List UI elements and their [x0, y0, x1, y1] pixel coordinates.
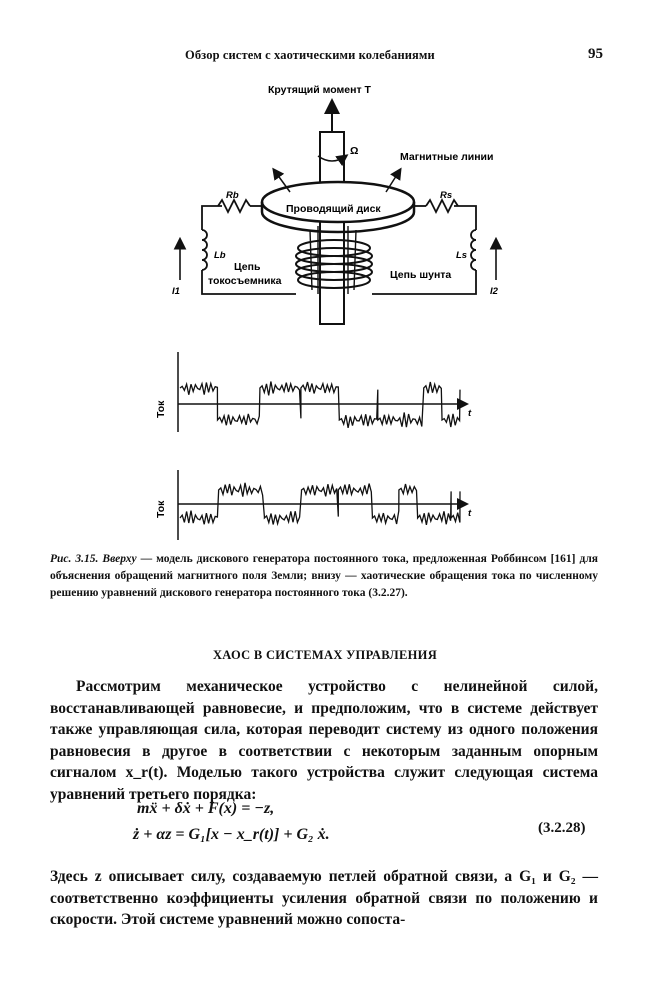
body-paragraph-2: Здесь z описывает силу, создаваемую петлей обратной связи, а G₁ и G₂ — соответственно коэффициенты усиления обратной связи по положению и скорости. Этой системе уравнений можно сопоста- [50, 868, 598, 928]
field-coil [296, 240, 372, 288]
shunt-circuit-label: Цепь шунта [390, 269, 452, 281]
equation-number: (3.2.28) [538, 820, 586, 836]
figure-svg [150, 80, 510, 540]
resistor-rs [426, 200, 458, 212]
inductor-lb [202, 230, 207, 270]
figure-caption [50, 551, 598, 602]
ylabel-top: Ток [155, 400, 167, 418]
brush-circuit-label-line1: Цепь [234, 261, 261, 273]
caption-lead: Рис. 3.15. Вверху [50, 553, 137, 565]
equation-1: mẍ + δẋ + F(x) = −z, [137, 800, 275, 817]
omega-label: Ω [350, 145, 359, 157]
inductor-ls [471, 230, 476, 270]
torque-label: Крутящий момент T [268, 84, 371, 96]
lb-label: Lb [214, 250, 226, 261]
equation-2: ż + αz = G₁[x − x_r(t)] + G₂ ẋ. [133, 826, 330, 843]
section-title: ХАОС В СИСТЕМАХ УПРАВЛЕНИЯ [212, 648, 438, 662]
caption-text: — модель дискового генератора постоянного тока, предложенная Роббинсом [161] для объяснения обращений магнитного поля Земли; внизу — хаотические обращения тока по численному решению уравнений дискового генератора постоянного тока (3.2.27). [50, 553, 599, 599]
running-head: Обзор систем с хаотическими колебаниями [185, 48, 435, 62]
resistor-rb [218, 200, 250, 212]
ylabel-bottom: Ток [155, 500, 167, 518]
disk-label: Проводящий диск [286, 203, 381, 215]
page-number: 95 [588, 46, 603, 62]
magnetic-lines-label: Магнитные линии [400, 151, 494, 163]
i1-label: I1 [172, 286, 180, 297]
brush-circuit-label-line2: токосъемника [208, 275, 282, 287]
i2-label: I2 [490, 286, 498, 297]
current-plot-bottom [155, 470, 472, 540]
body-paragraph-1: Рассмотрим механическое устройство с нелинейной силой, восстанавливающей равновесие, и предположим, что в системе действует также управляющая сила, которая переводит систему из одного положения равновесия в другое в соответствии с некоторым заданным опорным сигналом x_r(t). Моделью такого устройства служит следующая система уравнений третьего порядка: [50, 678, 598, 803]
figure-disk-dynamo [150, 80, 510, 540]
rs-label: Rs [440, 190, 453, 201]
ls-label: Ls [456, 250, 468, 261]
current-plot-top [155, 352, 472, 432]
xlabel-top: t [468, 408, 472, 419]
xlabel-bottom: t [468, 508, 472, 519]
conducting-disk [262, 182, 414, 222]
rb-label: Rb [226, 190, 239, 201]
